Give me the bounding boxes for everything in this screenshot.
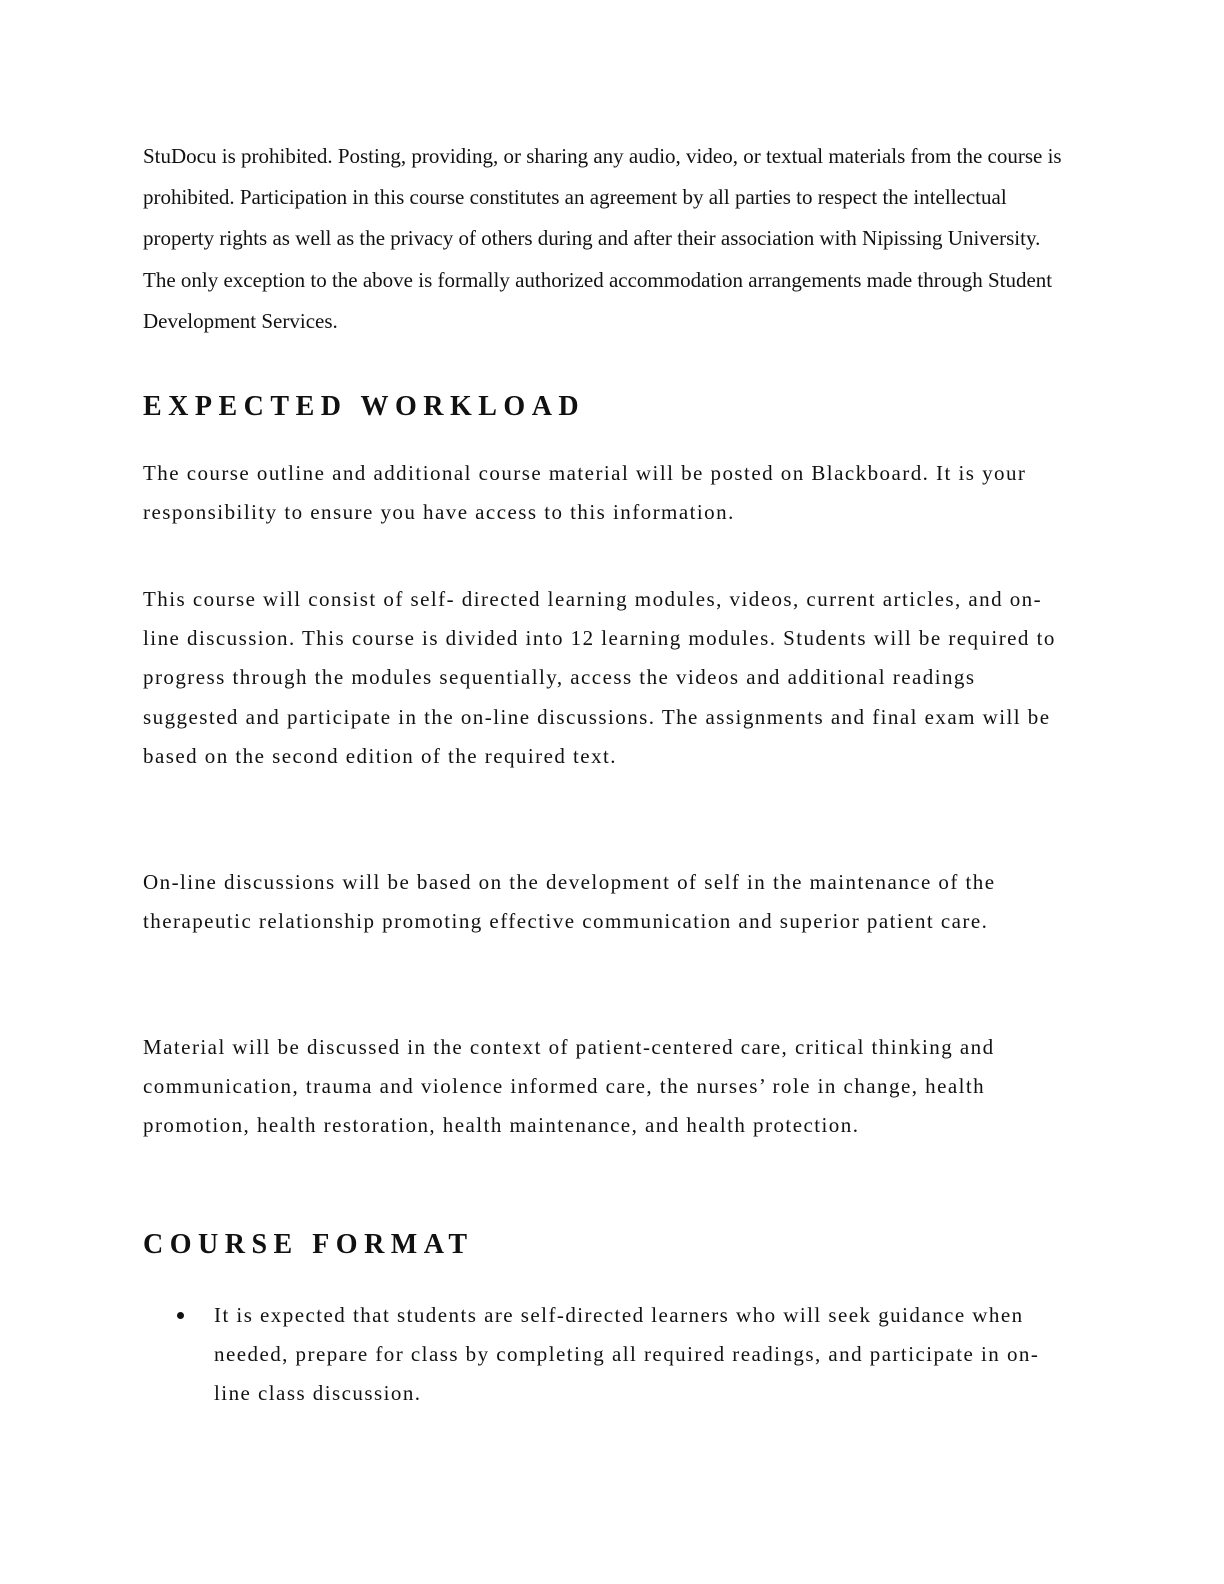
workload-paragraph-4: Material will be discussed in the context of patient-centered care, critical thinking and communication, trauma and violence informed care, the nurses’ role in change, health promotion, health restoration, health maintenance, and health protection. xyxy=(143,1035,995,1138)
workload-paragraph-3: On-line discussions will be based on the development of self in the maintenance of the therapeutic relationship promoting effective communication and superior patient care. xyxy=(143,870,996,934)
list-item xyxy=(143,1296,1073,1414)
list-item-text: It is expected that students are self-directed learners who will seek guidance when needed, prepare for class by completing all required readings, and participate in on-line class discussion. xyxy=(214,1303,1040,1406)
intro-paragraph: StuDocu is prohibited. Posting, providing, or sharing any audio, video, or textual materials from the course is prohibited. Participation in this course constitutes an agreement by all parties to respect the intellectual property rights as well as the privacy of others during and after their association with Nipissing University. The only exception to the above is formally authorized accommodation arrangements made through Student Development Services. xyxy=(143,144,1062,333)
course-format-list xyxy=(143,1296,1073,1414)
expected-workload-heading: EXPECTED WORKLOAD xyxy=(143,391,586,422)
course-format-heading: COURSE FORMAT xyxy=(143,1229,474,1260)
workload-paragraph-1: The course outline and additional course material will be posted on Blackboard. It is your responsibility to ensure you have access to this information. xyxy=(143,461,1027,525)
bullet-icon xyxy=(177,1312,184,1319)
workload-paragraph-2: This course will consist of self- directed learning modules, videos, current articles, and on-line discussion. This course is divided into 12 learning modules. Students will be required to progress through the modules sequentially, access the videos and additional readings suggested and participate in the on-line discussions. The assignments and final exam will be based on the second edition of the required text. xyxy=(143,587,1056,768)
